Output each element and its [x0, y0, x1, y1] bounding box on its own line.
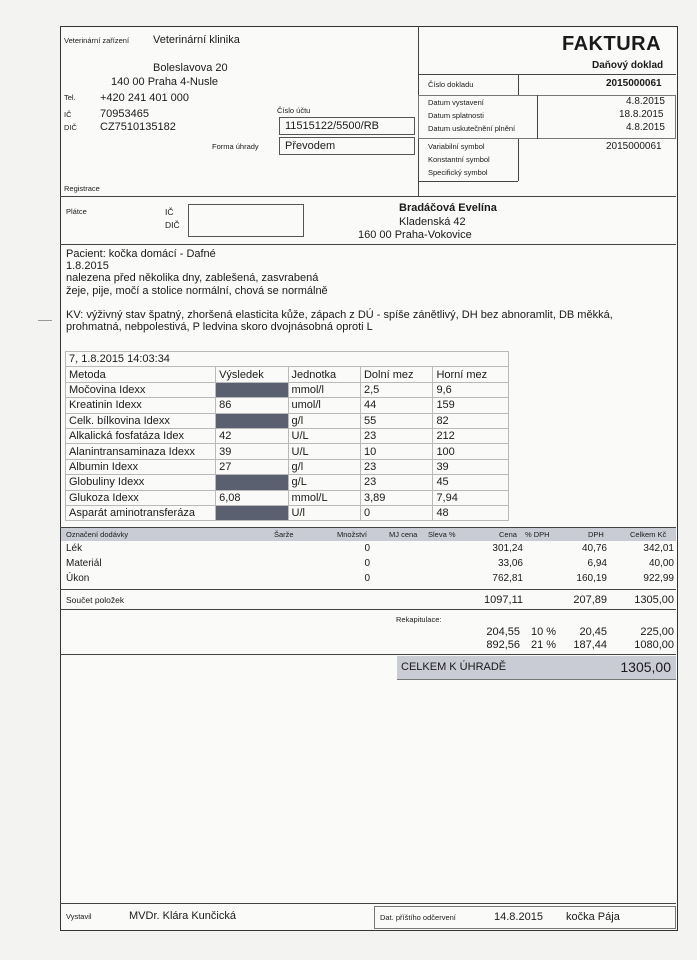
- payer-label: Plátce: [66, 207, 87, 216]
- facility-city: 140 00 Praha 4-Nusle: [111, 76, 219, 88]
- doc-number-label: Číslo dokladu: [428, 80, 474, 89]
- item-name: Materiál: [66, 558, 102, 569]
- payer-city: 160 00 Praha-Vokovice: [358, 229, 472, 241]
- dates-divider: [537, 95, 538, 139]
- lab-results-table: [65, 351, 509, 521]
- issue-date: 4.8.2015: [626, 96, 665, 107]
- item-qty: 0: [364, 543, 370, 554]
- lab-cell-low: 23: [360, 428, 432, 443]
- item-name: Úkon: [66, 573, 90, 584]
- lab-header-high: Horní mez: [433, 367, 509, 382]
- recap-vat-1: 20,45: [579, 626, 607, 638]
- dic-value: CZ7510135182: [100, 121, 176, 133]
- items-header-batch: Šarže: [274, 530, 294, 539]
- lab-cell-high: 45: [433, 475, 509, 490]
- payer-id-box: [188, 204, 304, 237]
- lab-cell-low: 55: [360, 413, 432, 428]
- item-price: 301,24: [492, 543, 523, 554]
- lab-header-row: [66, 367, 509, 382]
- lab-header-unit: Jednotka: [288, 367, 360, 382]
- lab-cell-unit: U/L: [288, 444, 360, 459]
- lab-cell-high: 212: [433, 428, 509, 443]
- next-deworming-date: 14.8.2015: [494, 911, 543, 923]
- lab-row: [66, 505, 509, 520]
- lab-cell-unit: g/l: [288, 459, 360, 474]
- payer-street: Kladenská 42: [399, 216, 466, 228]
- issued-by: MVDr. Klára Kunčická: [129, 910, 236, 922]
- doc-number: 2015000061: [606, 78, 662, 89]
- lab-header-low: Dolní mez: [360, 367, 432, 382]
- note-line: 1.8.2015: [66, 260, 109, 273]
- doc-number-top-line: [418, 74, 676, 75]
- item-total: 40,00: [648, 558, 674, 569]
- facility-label: Veterinární zařízení: [64, 36, 130, 45]
- lab-header-method: Metoda: [66, 367, 216, 382]
- items-header-discount: Sleva %: [428, 530, 456, 539]
- doc-number-divider: [518, 74, 519, 95]
- var-symbol: 2015000061: [606, 141, 662, 152]
- lab-cell-low: 0: [360, 505, 432, 520]
- next-deworming-pet: kočka Pája: [566, 911, 620, 923]
- next-deworming-label: Dat. příštího odčervení: [380, 913, 456, 922]
- lab-cell-method: Celk. bílkovina Idexx: [66, 413, 216, 428]
- lab-row: [66, 398, 509, 413]
- invoice-subtitle: Daňový doklad: [592, 60, 664, 71]
- items-sum-label: Součet položek: [66, 595, 125, 605]
- lab-cell-method: Albumin Idexx: [66, 459, 216, 474]
- lab-cell-result: 62: [216, 475, 288, 490]
- lab-timestamp: 7, 1.8.2015 14:03:34: [66, 352, 509, 367]
- lab-cell-result: 11,1: [216, 382, 288, 397]
- lab-cell-result: 42: [216, 428, 288, 443]
- taxable-label: Datum uskutečnění plnění: [428, 124, 516, 133]
- payment-box: [279, 137, 415, 155]
- item-qty: 0: [364, 558, 370, 569]
- lab-row: [66, 428, 509, 443]
- lab-cell-result: 6,08: [216, 490, 288, 505]
- lab-cell-unit: mmol/l: [288, 382, 360, 397]
- recap-base-1: 204,55: [486, 626, 520, 638]
- issue-label: Datum vystavení: [428, 98, 484, 107]
- dates-box: [418, 95, 676, 139]
- recap-label: Rekapitulace:: [396, 615, 442, 624]
- recap-rate-1: 10 %: [531, 626, 557, 638]
- grand-total-value: 1305,00: [620, 659, 671, 675]
- lab-cell-result: 88: [216, 413, 288, 428]
- lab-cell-result: 27: [216, 459, 288, 474]
- registrace-label: Registrace: [64, 184, 100, 193]
- due-label: Datum splatnosti: [428, 111, 484, 120]
- lab-cell-high: 82: [433, 413, 509, 428]
- item-qty: 0: [364, 573, 370, 584]
- recap-bottom-line: [60, 654, 676, 655]
- lab-cell-low: 10: [360, 444, 432, 459]
- item-price: 762,81: [492, 573, 523, 584]
- items-sum-price: 1097,11: [484, 594, 523, 606]
- payer-divider: [60, 244, 676, 245]
- items-header-vat-rate: % DPH: [525, 530, 550, 539]
- lab-cell-result: 86: [216, 398, 288, 413]
- lab-cell-method: Alanintransaminaza Idexx: [66, 444, 216, 459]
- lab-row: [66, 413, 509, 428]
- items-header-qty: Množství: [337, 530, 368, 539]
- spec-symbol-label: Specifický symbol: [428, 168, 488, 177]
- footer-line: [60, 903, 676, 904]
- lab-cell-method: Globuliny Idexx: [66, 475, 216, 490]
- issued-label: Vystavil: [66, 912, 92, 921]
- account-value: 11515122/5500/RB: [285, 120, 379, 132]
- lab-row: [66, 475, 509, 490]
- lab-cell-unit: g/L: [288, 475, 360, 490]
- recap-base-2: 892,56: [486, 639, 520, 651]
- lab-cell-method: Kreatinin Idexx: [66, 398, 216, 413]
- items-header-bar: [61, 528, 676, 541]
- symbols-divider: [518, 139, 519, 181]
- lab-cell-low: 3,89: [360, 490, 432, 505]
- items-sum-vat: 207,89: [573, 594, 607, 606]
- lab-cell-low: 23: [360, 475, 432, 490]
- items-header-unit-price: MJ cena: [389, 530, 418, 539]
- items-bottom-line: [60, 609, 676, 610]
- lab-cell-unit: g/l: [288, 413, 360, 428]
- recap-rate-2: 21 %: [531, 639, 557, 651]
- note-line: žeje, pije, močí a stolice normální, chová se normálně: [66, 284, 328, 297]
- due-date: 18.8.2015: [619, 109, 664, 120]
- margin-mark: [38, 320, 52, 321]
- item-price: 33,06: [497, 558, 523, 569]
- item-total: 922,99: [643, 573, 674, 584]
- item-vat: 40,76: [581, 543, 607, 554]
- lab-row: [66, 382, 509, 397]
- lab-cell-result: 51: [216, 505, 288, 520]
- symbols-bottom-line: [418, 181, 518, 182]
- lab-cell-high: 7,94: [433, 490, 509, 505]
- note-line: nalezena před několika dny, zablešená, zasvrabená: [66, 272, 319, 285]
- item-name: Lék: [66, 543, 83, 554]
- items-header-name: Označení dodávky: [66, 530, 129, 539]
- lab-cell-high: 39: [433, 459, 509, 474]
- account-box: [279, 117, 415, 135]
- lab-cell-high: 100: [433, 444, 509, 459]
- lab-cell-unit: umol/l: [288, 398, 360, 413]
- payment-value: Převodem: [285, 140, 336, 152]
- account-label: Číslo účtu: [277, 106, 311, 115]
- recap-vat-2: 187,44: [573, 639, 607, 651]
- lab-cell-result: 39: [216, 444, 288, 459]
- item-vat: 6,94: [587, 558, 607, 569]
- tel-value: +420 241 401 000: [100, 92, 190, 104]
- note-line: [66, 297, 613, 309]
- ic-value: 70953465: [100, 108, 149, 120]
- note-line: Pacient: kočka domácí - Dafné: [66, 248, 216, 260]
- items-header-vat: DPH: [588, 530, 604, 539]
- lab-cell-high: 159: [433, 398, 509, 413]
- item-total: 342,01: [643, 543, 674, 554]
- payment-label: Forma úhrady: [212, 142, 259, 151]
- items-sum-line: [60, 589, 676, 590]
- grand-total-bar: [397, 656, 676, 680]
- lab-cell-unit: U/l: [288, 505, 360, 520]
- lab-cell-method: Asparát aminotransferáza: [66, 505, 216, 520]
- payer-ic-label: IČ: [165, 207, 174, 217]
- lab-header-result: Výsledek: [216, 367, 288, 382]
- items-header-total: Celkem Kč: [630, 530, 667, 539]
- item-vat: 160,19: [576, 573, 607, 584]
- lab-cell-method: Močovina Idexx: [66, 382, 216, 397]
- clinical-notes: [66, 248, 613, 333]
- dic-label: DIČ: [64, 123, 77, 132]
- lab-timestamp-row: [66, 352, 509, 367]
- lab-row: [66, 490, 509, 505]
- lab-cell-low: 44: [360, 398, 432, 413]
- facility-name: Veterinární klinika: [153, 34, 240, 46]
- lab-cell-high: 48: [433, 505, 509, 520]
- header-divider: [60, 196, 676, 197]
- note-line: KV: výživný stav špatný, zhoršená elasticita kůže, zápach z DÚ - spíše zánětlivý, DH bez abnoramlit, DB měkká,: [66, 308, 613, 321]
- recap-total-1: 225,00: [640, 626, 674, 638]
- const-symbol-label: Konstantní symbol: [428, 155, 490, 164]
- items-header-price: Cena: [499, 530, 517, 539]
- lab-cell-low: 23: [360, 459, 432, 474]
- tel-label: Tel.: [64, 93, 76, 102]
- payer-name: Bradáčová Evelína: [399, 202, 497, 214]
- lab-cell-unit: U/L: [288, 428, 360, 443]
- taxable-date: 4.8.2015: [626, 122, 665, 133]
- facility-street: Boleslavova 20: [153, 62, 228, 74]
- lab-cell-low: 2,5: [360, 382, 432, 397]
- lab-row: [66, 459, 509, 474]
- var-symbol-label: Variabilní symbol: [428, 142, 485, 151]
- ic-label: IČ: [64, 110, 72, 119]
- lab-cell-unit: mmol/L: [288, 490, 360, 505]
- lab-cell-method: Alkalická fosfatáza Idex: [66, 428, 216, 443]
- recap-total-2: 1080,00: [634, 639, 674, 651]
- lab-cell-high: 9,6: [433, 382, 509, 397]
- lab-cell-method: Glukoza Idexx: [66, 490, 216, 505]
- items-sum-total: 1305,00: [634, 594, 674, 606]
- note-line: prohmatná, nebpolestivá, P ledvina skoro dvojnásobná oproti L: [66, 321, 373, 334]
- payer-dic-label: DIČ: [165, 220, 180, 230]
- grand-total-label: CELKEM K ÚHRADĚ: [401, 661, 507, 673]
- invoice-title: FAKTURA: [562, 33, 662, 55]
- lab-row: [66, 444, 509, 459]
